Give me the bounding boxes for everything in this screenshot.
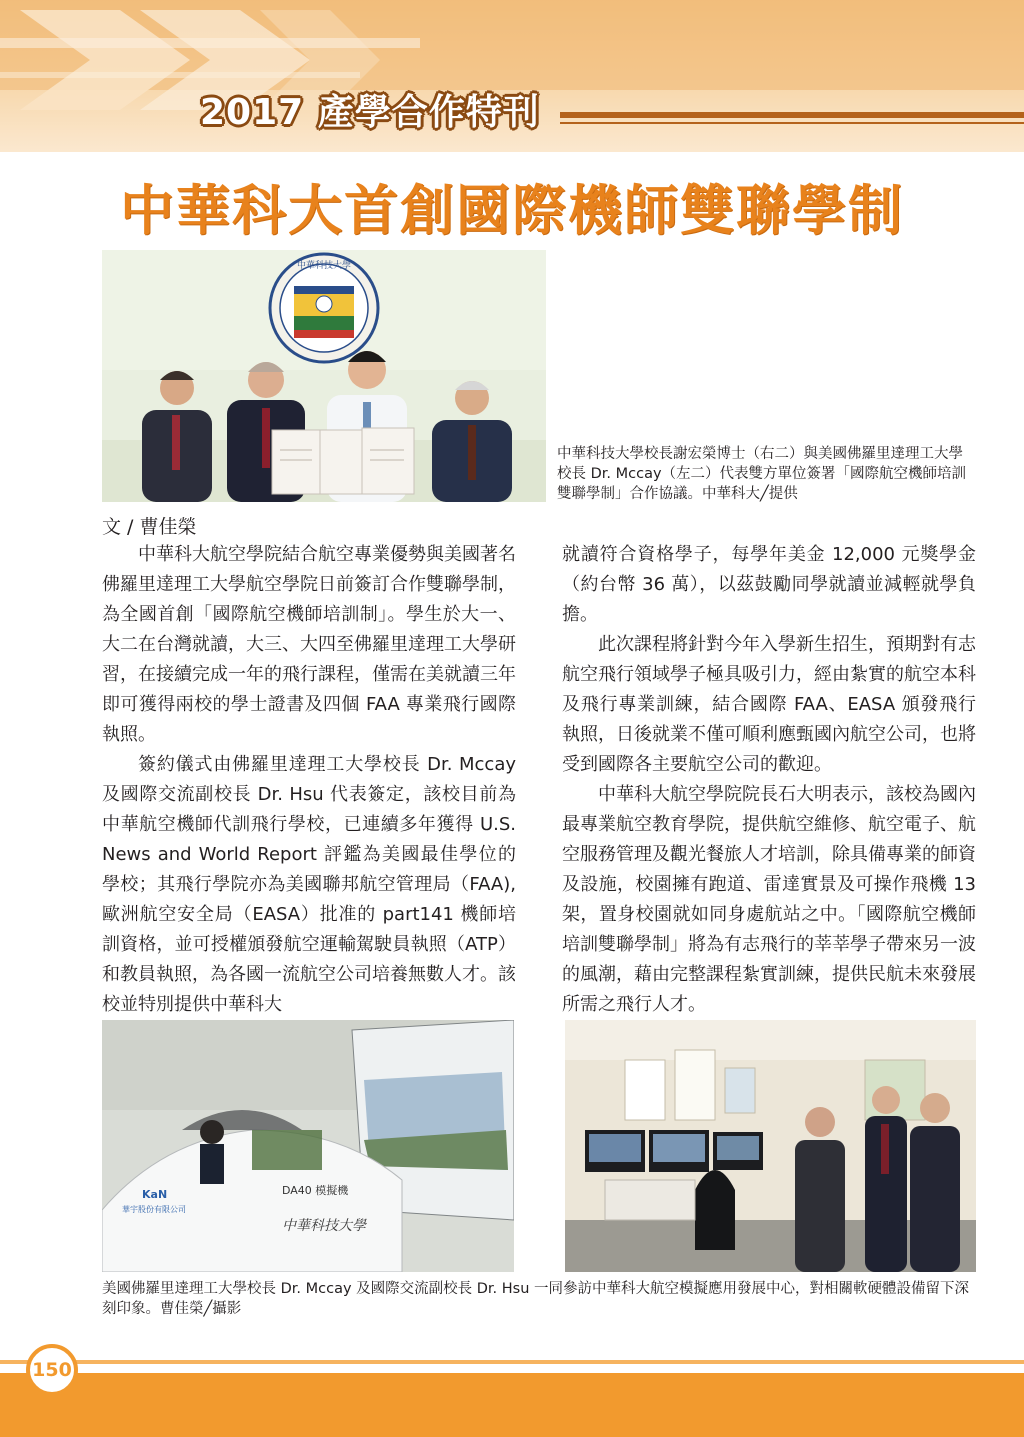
- page-number: 150: [26, 1344, 78, 1396]
- article-column-right: [562, 540, 976, 1020]
- paragraph: 中華科大航空學院院長石大明表示，該校為國內最專業航空教育學院，提供航空維修、航空電子、航空服務管理及觀光餐旅人才培訓，除具備專業的師資及設施，校園擁有跑道、雷達實景及可操作飛機 13 架，置身校園就如同身處航站之中。「國際航空機師培訓雙聯學制」將為有志飛行的莘莘學子帶來另一波的風潮，藉由完整課程紮實訓練，提供民航未來發展所需之飛行人才。: [562, 784, 976, 1015]
- article-headline: 中華科大首創國際機師雙聯學制: [120, 179, 904, 242]
- simulator-school-script: 中華科技大學: [282, 1218, 366, 1234]
- paragraph: 簽約儀式由佛羅里達理工大學校長 Dr. Mccay 及國際交流副校長 Dr. Hsu 代表簽定，該校目前為中華航空機師代訓飛行學校，已連續多年獲得 U.S. News and World Report 評鑑為美國最佳學位的學校；其飛行學院亦為美國聯邦航空管理局（FAA), 歐洲航空安全局（EASA）批准的 part141 機師培訓資格，並可授權頒發航空運輸駕駛員執照（ATP）和教員執照，為各國一流航空公司培養無數人才。該校並特別提供中華科大: [102, 754, 516, 1015]
- flight-simulator-photo: [102, 1020, 514, 1272]
- section-title: 2017 產學合作特刊: [200, 92, 540, 133]
- signing-ceremony-photo: [102, 250, 546, 502]
- title-rule-thin: [560, 122, 1024, 124]
- paragraph: 中華科大航空學院結合航空專業優勢與美國著名佛羅里達理工大學航空學院日前簽訂合作雙聯學制，為全國首創「國際航空機師培訓制」。學生於大一、大二在台灣就讀，大三、大四至佛羅里達理工大學研習，在接續完成一年的飛行課程，僅需在美就讀三年即可獲得兩校的學士證書及四個 FAA 專業飛行國際執照。: [102, 544, 516, 745]
- simulator-company-label: 華宇股份有限公司: [122, 1205, 186, 1214]
- paragraph: 此次課程將針對今年入學新生招生，預期對有志航空飛行領域學子極具吸引力，經由紮實的航空本科及飛行專業訓練，結合國際 FAA、EASA 頒發飛行執照，日後就業不僅可順利應甄國內航空公司，也將受到國際各主要航空公司的歡迎。: [562, 634, 976, 775]
- emblem-text: 中華科技大學: [296, 261, 352, 271]
- article-column-left: [102, 540, 516, 1020]
- bottom-photos-caption: 美國佛羅里達理工大學校長 Dr. Mccay 及國際交流副校長 Dr. Hsu 一同參訪中華科大航空模擬應用發展中心，對相關軟硬體設備留下深刻印象。曹佳榮╱攝影: [102, 1281, 970, 1317]
- title-rule: [560, 112, 1024, 118]
- footer-bar: [0, 1373, 1024, 1437]
- header-banner: [0, 0, 1024, 152]
- byline: 文 / 曹佳榮: [102, 516, 197, 538]
- simulator-model-label: DA40 模擬機: [282, 1184, 349, 1197]
- simulator-brand-label: KaN: [142, 1188, 168, 1201]
- footer-rule: [0, 1360, 1024, 1364]
- paragraph-continuation: 就讀符合資格學子，每學年美金 12,000 元獎學金（約台幣 36 萬），以茲鼓勵同學就讀並減輕就學負擔。: [562, 544, 976, 625]
- simulation-center-photo: [565, 1020, 976, 1272]
- main-photo-caption: 中華科技大學校長謝宏榮博士（右二）與美國佛羅里達理工大學校長 Dr. Mccay（左二）代表雙方單位簽署「國際航空機師培訓雙聯學制」合作協議。中華科大╱提供: [557, 446, 967, 502]
